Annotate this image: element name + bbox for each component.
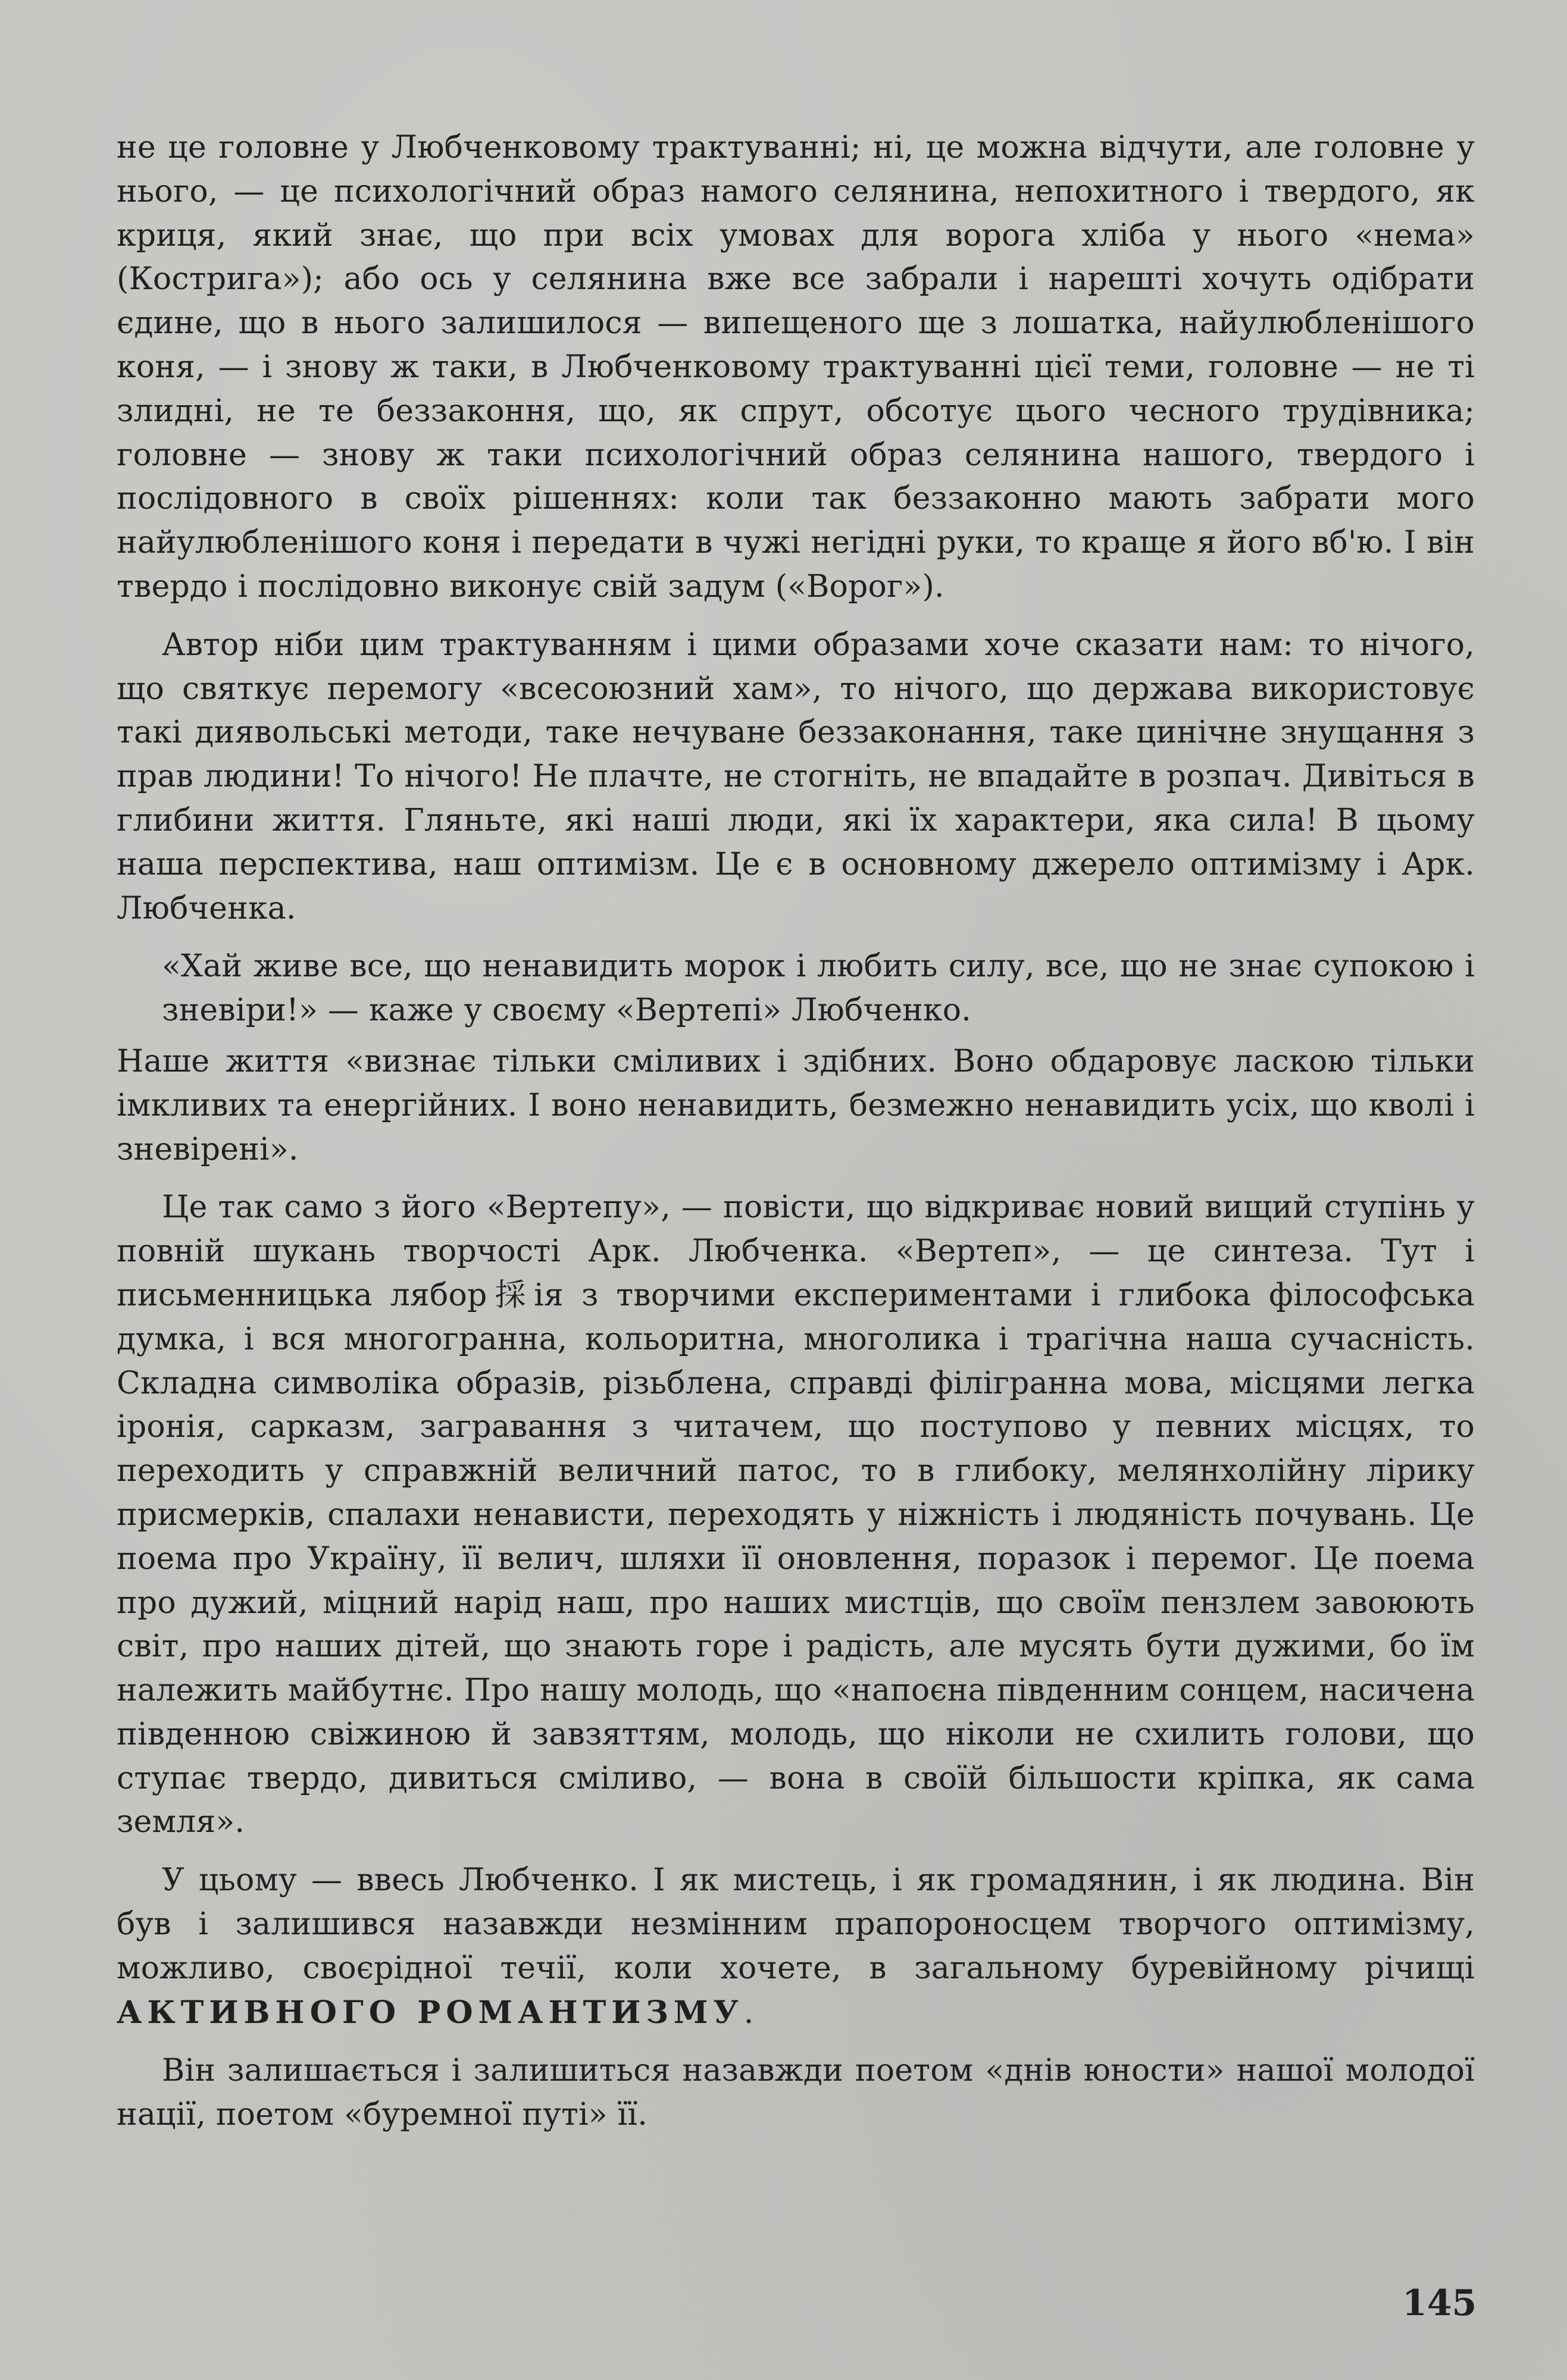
paragraph-6: Він залишається і залишиться назавжди поетом «днів юности» нашої молодої нації, поетом «буремної путі» її. (117, 2053, 1475, 2133)
page-number: 145 (1402, 2282, 1477, 2324)
quotation: «Хай живе все, що ненавидить морок і любить силу, все, що не знає супокою і зневіри!» — каже у своєму «Вертепі» Любченко. (162, 948, 1475, 1029)
paragraph-1: не це головне у Любченковому трактуванні; ні, це можна відчути, але головне у нього, — це психологічний образ намого селянина, непохитного і твердого, як криця, який знає, що при всіх умовах для ворога хліба у нього «нема» (Кострига»); або ось у селянина вже все забрали і нарешті хочуть одібрати єдине, що в нього залишилося — випещеного ще з лошатка, найулюбленішого коня, — і знову ж таки, в Любченковому трактуванні цієї теми, головне — не ті злидні, не те беззаконня, що, як спрут, обсотує цього чесного трудівника; головне — знову ж таки психологічний образ селянина нашого, твердого і послідовного в своїх рішеннях: коли так беззаконно мають забрати мого найулюбленішого коня і передати в чужі негідні руки, то краще я його вб'ю. І він твердо і послідовно виконує свій задум («Ворог»). (117, 130, 1475, 605)
paragraph-5-emphasis: АКТИВНОГО РОМАНТИЗМУ (117, 1994, 744, 2031)
paragraph-2: Автор ніби цим трактуванням і цими образами хоче сказати нам: то нічого, що святкує перемогу «всесоюзний хам», то нічого, що держава використовує такі диявольські методи, таке нечуване беззаконання, таке цинічне знущання з прав людини! То нічого! Не плачте, не стогніть, не впадайте в розпач. Дивіться в глибини життя. Гляньте, які наші люди, які їх характери, яка сила! В цьому наша перспектива, наш оптимізм. Це є в основному джерело оптимізму і Арк. Любченка. (117, 627, 1475, 926)
paragraph-3: Наше життя «визнає тільки сміливих і здібних. Воно обдаровує ласкою тільки імкливих та енергійних. І воно ненавидить, безмежно ненавидить усіх, що кволі і зневірені». (117, 1043, 1475, 1167)
body-text (117, 126, 1475, 2137)
paragraph-5-text: У цьому — ввесь Любченко. І як мистець, і як громадянин, і як людина. Він був і залишився назавжди незмінним прапороносцем творчого оптимізму, можливо, своєрідної течії, коли хочете, в загальному буревійному річищі (117, 1862, 1475, 1986)
paragraph-4: Це так само з його «Вертепу», — повісти, що відкриває новий вищий ступінь у повній шукань творчості Арк. Любченка. «Вертеп», — це синтеза. Тут і письменницька лябор採ія з творчими експериментами і глибока філософська думка, і вся многогранна, кольоритна, многолика і трагічна наша сучасність. Складна символіка образів, різьблена, справді філігранна мова, місцями легка іронія, сарказм, загравання з читачем, що поступово у певних місцях, то переходить у справжній величний патос, то в глибоку, мелянхолійну лірику присмерків, спалахи ненависти, переходять у ніжність і людяність почувань. Це поема про Україну, її велич, шляхи її оновлення, поразок і перемог. Це поема про дужий, міцний нарід наш, про наших мистців, що своїм пензлем завоюють світ, про наших дітей, що знають горе і радість, але мусять бути дужими, бо їм належить майбутнє. Про нашу молодь, що «напоєна південним сонцем, насичена південною свіжиною й завзяттям, молодь, що ніколи не схилить голови, що ступає твердо, дивиться сміливо, — вона в своїй більшости кріпка, як сама земля». (117, 1189, 1475, 1840)
paragraph-5-end: . (743, 1994, 754, 2031)
paragraph-5 (117, 1859, 1475, 2035)
